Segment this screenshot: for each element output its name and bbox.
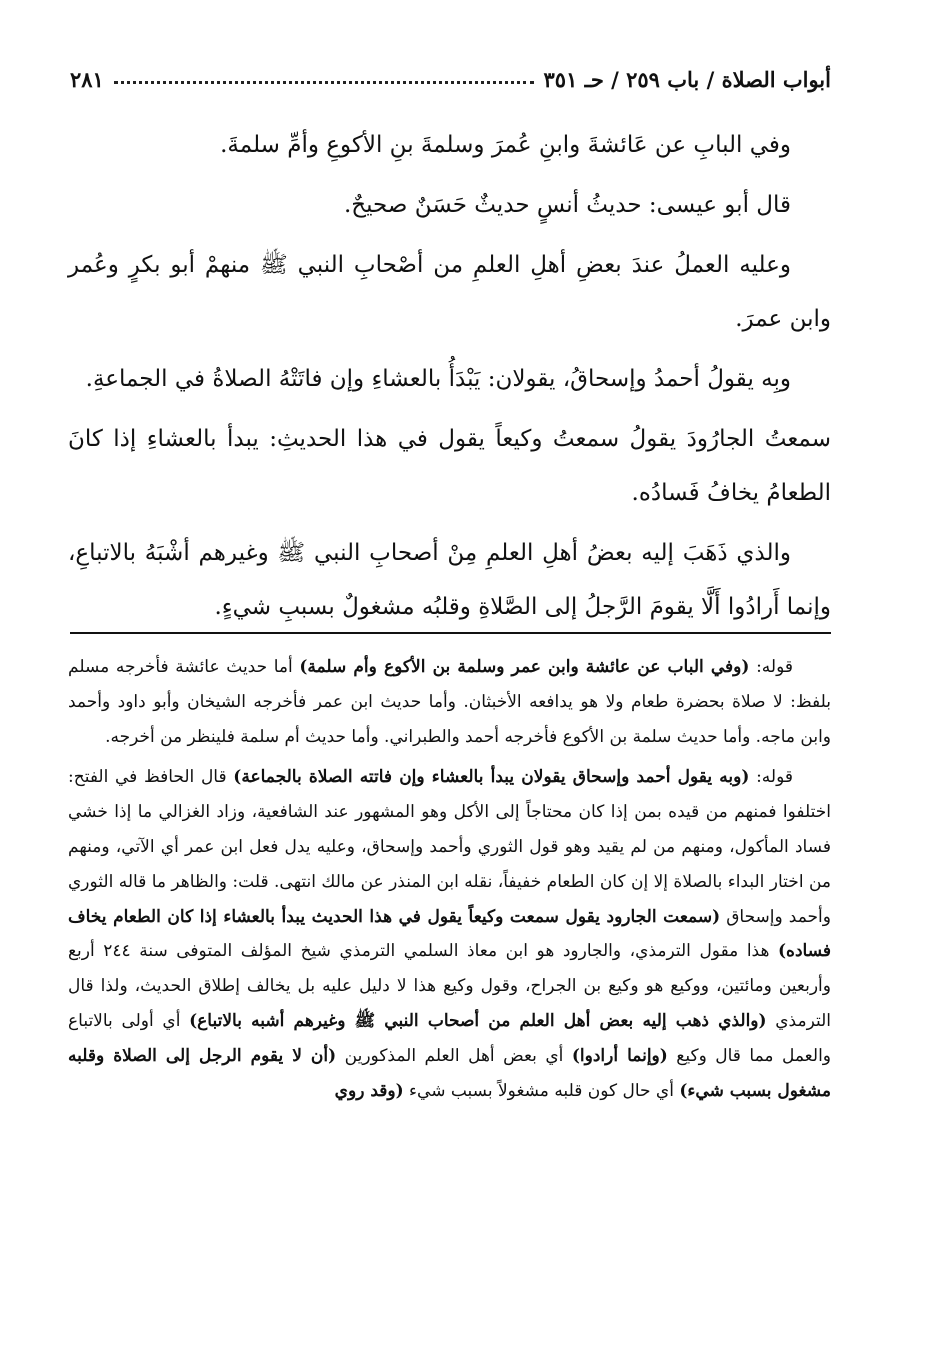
header-leader-dots [114, 81, 534, 84]
page-number: ٢٨١ [70, 67, 104, 92]
main-paragraph: وعليه العملُ عندَ بعضِ أهلِ العلمِ من أصْحابِ النبي ﷺ منهمْ أبو بكرٍ وعُمر وابن عمرَ. [68, 252, 831, 332]
note-text: أي حال كون قلبه مشغولاً بسبب شيء [409, 1080, 674, 1101]
commentary-paragraph [68, 760, 831, 1108]
quoted-text: (وفي الباب عن عائشة وابن عمر وسلمة بن الأكوع وأم سلمة) [299, 657, 750, 677]
quoted-text: (أن لا يقوم الرجل إلى الصلاة وقلبه مشغول بسبب شيء) [68, 1045, 831, 1101]
footnote-separator [70, 632, 831, 634]
quoted-text: (وبه يقول أحمد وإسحاق يقولان يبدأ بالعشاء وإن فاتته الصلاة بالجماعة) [233, 767, 750, 788]
note-label: قوله: [756, 767, 794, 788]
main-text [68, 118, 831, 634]
page-header [70, 56, 831, 92]
note-label: قوله: [756, 657, 793, 677]
commentary [68, 650, 831, 1108]
main-paragraph: والذي ذَهَبَ إليه بعضُ أهلِ العلمِ مِنْ أصحابِ النبي ﷺ وغيرهم أشْبَهُ بالاتباعِ، وإنما أَرادُوا أَلَّا يقومَ الرَّجلُ إلى الصَّلاةِ وقلبُه مشغولٌ بسببِ شيءٍ. [68, 540, 831, 620]
quoted-text: (والذي ذهب إليه بعض أهل العلم من أصحاب النبي ﷺ وغيرهم أشبه بالاتباع) [189, 1010, 767, 1031]
note-text: أما حديث عائشة فأخرجه مسلم بلفظ: لا صلاة بحضرة طعام ولا هو يدافعه الأخبثان. وأما حديث ابن عمر فأخرجه الشيخان وأبو داود وأحمد وابن ماجه. وأما حديث سلمة بن الأكوع فأخرجه أحمد والطبراني. وأما حديث أم سلمة فلينظر من أخرجه. [68, 657, 831, 747]
note-text: قال الحافظ في الفتح: اختلفوا فمنهم من قيده بمن إذا كان محتاجاً إلى الأكل وهو المشهور عند الشافعية، وزاد الغزالي ما إذا خشي فساد المأكول، ومنهم من لم يقيد وهو قول الثوري وأحمد وإسحاق، وعليه يدل فعل ابن عمر أي الآتي، ومنهم من اختار البداء بالصلاة إلا إن كان الطعام خفيفاً، نقله ابن المنذر عن مالك انتهى. قلت: والظاهر ما قاله الثوري وأحمد وإسحاق [68, 767, 831, 927]
running-title: أبواب الصلاة / باب ٢٥٩ / حـ ٣٥١ [543, 67, 831, 92]
quoted-text: (وقد روي [334, 1080, 404, 1101]
main-paragraph: وبِه يقولُ أحمدُ وإسحاقُ، يقولان: يَبْدَأُ بالعشاءِ وإن فاتَتْهُ الصلاةُ في الجماعةِ. [85, 366, 791, 392]
note-text: أي بعض أهل العلم المذكورين [344, 1045, 564, 1066]
quoted-text: (سمعت الجارود يقول سمعت وكيعاً يقول في هذا الحديث يبدأ بالعشاء إذا كان الطعام يخاف فساده) [68, 906, 831, 962]
main-paragraph: سمعتُ الجارُودَ يقولُ سمعتُ وكيعاً يقول في هذا الحديثِ: يبدأ بالعشاءِ إذا كانَ الطعامُ يخافُ فَسادُه. [68, 426, 831, 506]
quoted-text: (وإنما أرادوا) [571, 1045, 668, 1066]
note-text: هذا مقول الترمذي، والجارود هو ابن معاذ السلمي الترمذي شيخ المؤلف المتوفى سنة ٢٤٤ أربع وأربعين ومائتين، ووكيع هو وكيع بن الجراح، وقول وكيع هذا لا دليل عليه بل يخالف إطلاق الحديث، ولذا قال الترمذي [68, 941, 831, 1031]
note-text: أي أولى بالاتباع والعمل مما قال وكيع [68, 1010, 831, 1066]
main-paragraph: قال أبو عيسى: حديثُ أنسٍ حديثٌ حَسَنٌ صحيحٌ. [343, 192, 791, 218]
main-paragraph: وفي البابِ عن عَائشةَ وابنِ عُمرَ وسلمةَ بنِ الأكوعِ وأمِّ سلمةَ. [220, 132, 791, 158]
commentary-paragraph [68, 650, 831, 754]
